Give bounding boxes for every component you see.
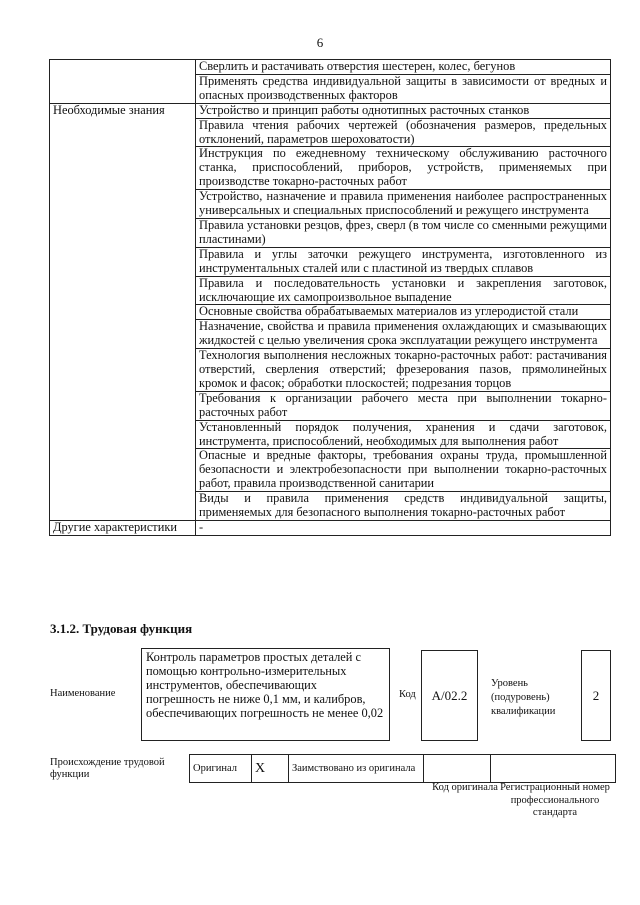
row-description: Применять средства индивидуальной защиты в зависимости от вредных и опасных производственных факторов: [196, 74, 611, 103]
row-description: Назначение, свойства и правила применения охлаждающих и смазывающих жидкостей с целью увеличения срока эксплуатации режущего инструмента: [196, 320, 611, 349]
row-description: Правила чтения рабочих чертежей (обозначения размеров, предельных отклонений, параметров шероховатости): [196, 118, 611, 147]
row-label: [50, 60, 196, 104]
row-description: Правила установки резцов, фрез, сверл (в том числе со сменными режущими пластинами): [196, 218, 611, 247]
row-description: Сверлить и растачивать отверстия шестерен, колес, бегунов: [196, 60, 611, 75]
page-number: 6: [316, 35, 324, 50]
reg-number-caption: Регистрационный номер профессионального стандарта: [500, 782, 610, 818]
table-row: [50, 60, 611, 75]
level-label-line-3: квалификации: [491, 706, 556, 717]
level-label-line-1: Уровень: [491, 678, 528, 689]
level-label-line-2: (подуровень): [491, 692, 550, 703]
row-description: Требования к организации рабочего места при выполнении токарно-расточных работ: [196, 391, 611, 420]
function-name-box: Контроль параметров простых деталей с помощью контрольно-измерительных инструментов, обеспечивающих погрешность не ниже 0,1 мм, и калибров, обеспечивающих погрешность не менее 0,02: [141, 648, 390, 741]
borrowed-label: Заимствовано из оригинала: [289, 755, 424, 783]
row-description: Виды и правила применения средств индивидуальной защиты, применяемых для безопасного выполнения токарно-расточных работ: [196, 492, 611, 521]
row-description: Устройство, назначение и правила применения наиболее распространенных универсальных и специальных приспособлений и режущего инструмента: [196, 190, 611, 219]
origin-label: Происхождение трудовой функции: [50, 757, 165, 780]
row-description: Инструкция по ежедневному техническому обслуживанию расточного станка, приспособлений, приборов, устройств, применяемых при производстве токарно-расточных работ: [196, 147, 611, 190]
code-original-cell: [424, 755, 491, 783]
row-description: Основные свойства обрабатываемых материалов из углеродистой стали: [196, 305, 611, 320]
table-row: [50, 521, 611, 536]
level-value: 2: [581, 650, 611, 741]
row-description: Правила и последовательность установки и закрепления заготовок, исключающие их самопроизвольное выпадение: [196, 276, 611, 305]
code-value: A/02.2: [421, 650, 478, 741]
row-description: Правила и углы заточки режущего инструмента, изготовленного из инструментальных сталей или с пластиной из твердых сплавов: [196, 247, 611, 276]
row-description: -: [196, 521, 611, 536]
knowledge-table: [49, 59, 611, 536]
row-label: Необходимые знания: [50, 103, 196, 520]
code-label: Код: [399, 689, 416, 700]
level-label: [491, 677, 555, 719]
table-row: [50, 103, 611, 118]
row-label: Другие характеристики: [50, 521, 196, 536]
origin-table: [189, 754, 616, 783]
row-description: Опасные и вредные факторы, требования охраны труда, промышленной безопасности и электробезопасности при выполнении токарно-расточных работ, правила производственной санитарии: [196, 449, 611, 492]
row-description: Устройство и принцип работы однотипных расточных станков: [196, 103, 611, 118]
row-description: Установленный порядок получения, хранения и сдачи заготовок, инструмента, приспособлений, необходимых для выполнения работ: [196, 420, 611, 449]
original-label: Оригинал: [190, 755, 252, 783]
code-original-caption: Код оригинала: [432, 782, 498, 793]
original-mark: X: [252, 755, 289, 783]
row-description: Технология выполнения несложных токарно-расточных работ: растачивания отверстий, сверления отверстий; фрезерования пазов, прямолинейных кромок и фасок; обработки плоскостей; подрезания торцов: [196, 349, 611, 392]
name-label: Наименование: [50, 688, 116, 699]
section-title: 3.1.2. Трудовая функция: [50, 621, 193, 636]
reg-number-cell: [491, 755, 616, 783]
